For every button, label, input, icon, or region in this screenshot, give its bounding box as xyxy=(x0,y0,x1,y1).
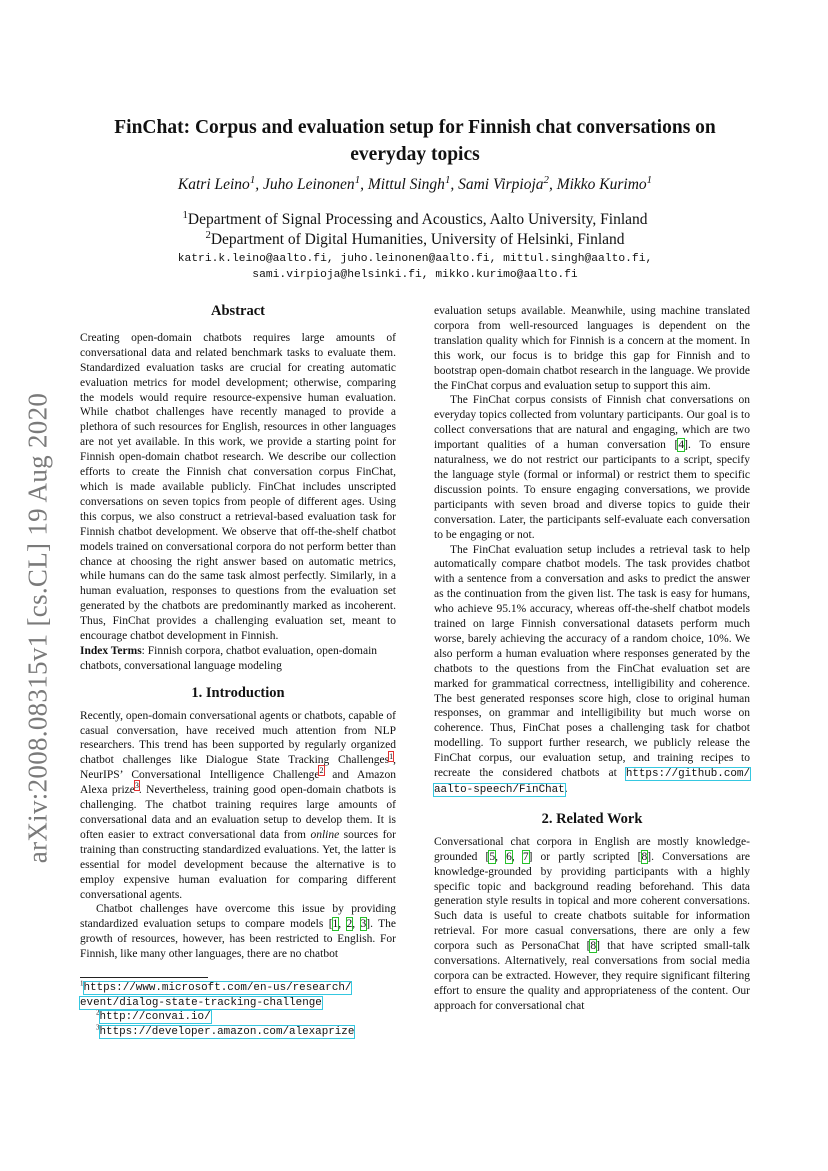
repo-link[interactable]: aalto-speech/FinChat xyxy=(434,784,565,796)
footnote-link[interactable]: https://www.microsoft.com/en-us/research/ xyxy=(83,982,352,994)
footnote-ref-2[interactable]: 2 xyxy=(319,766,324,776)
footnote-ref-3[interactable]: 3 xyxy=(134,781,139,791)
citation-link[interactable]: 3 xyxy=(360,918,367,931)
citation-link[interactable]: 1 xyxy=(332,918,339,931)
email-line: katri.k.leino@aalto.fi, juho.leinonen@aalto.fi, mittul.singh@aalto.fi, xyxy=(177,253,653,265)
body-text: . xyxy=(564,783,568,795)
intro-paragraph-1 xyxy=(80,709,396,903)
citation-link[interactable]: 2 xyxy=(346,918,353,931)
index-terms-text: : Finnish corpora, chatbot evaluation, open-domain chatbots, conversational language modeling xyxy=(80,644,378,672)
footnotes xyxy=(80,981,400,1039)
body-text: . To ensure naturalness, we do not restrict our participants to a script, specify the language style (formal or informal) or restrict them to specific discussion points. To ensure engaging conversations, we provide participants with seven broad and diverse topics to guide their conversation. Later, the participants self-evaluate each conversation to be engaging or not. xyxy=(434,439,751,541)
footnote-link[interactable]: http://convai.io/ xyxy=(99,1011,211,1024)
author-name: Juho Leinonen xyxy=(262,176,355,193)
citation-link[interactable]: 6 xyxy=(506,850,512,863)
author-affiliation-mark: 1 xyxy=(646,173,653,186)
citation-link[interactable]: 4 xyxy=(678,439,685,452)
abstract-heading: Abstract xyxy=(211,303,265,319)
author-affiliation-mark: 1 xyxy=(444,173,451,186)
citation-link[interactable]: 8 xyxy=(590,940,597,953)
body-paragraph xyxy=(434,543,750,798)
affiliation-number: 1 xyxy=(182,208,188,221)
affiliation-text: Department of Digital Humanities, University of Helsinki, Finland xyxy=(210,231,625,248)
intro-text: . Nevertheless, training good open-domain chatbots is challenging. The chatbot training requires large amounts of conversational data and an evaluation setup to develop them. It is often easier to extract conversational data from xyxy=(80,784,396,841)
author-list: Katri Leino$^1$, Juho Leinonen$^1$, Mittul Singh$^1$, Sami Virpioja$^2$, Mikko Kurimo$^1$ xyxy=(177,173,653,193)
related-work-heading: 2. Related Work xyxy=(541,810,643,827)
abstract-text: Creating open-domain chatbots requires large amounts of conversational data and related benchmark tasks to evaluate them. Standardized evaluation tasks are crucial for creating automatic evaluation metrics for model development; otherwise, comparing the models would require resource-expensive human evaluation. While chatbot challenges have recently managed to provide a plethora of such resources for English, resources in other languages are not yet available. In this work, we provide a starting point for Finnish open-domain chatbot research. We describe our collection efforts to create the Finnish chat conversation corpus FinChat, which is made available publicly. FinChat includes unscripted conversations on seven topics from people of different ages. Using this corpus, we also construct a retrieval-based evaluation task for Finnish chatbot development. We observe that off-the-shelf chatbot models trained on conversational corpora do not perform better than chance at choosing the right answer based on automatic metrics, while humans can do the same task almost perfectly. Similarly, in a human evaluation, responses to questions from the evaluation set generated by the chatbots are predominantly marked as incoherent. Thus, FinChat provides a challenging evaluation set, meant to encourage chatbot development in Finnish. xyxy=(80,331,396,643)
footnote-number: 3 xyxy=(96,1023,100,1032)
paper-title: FinChat: Corpus and evaluation setup for Finnish chat conversations on everyday topics xyxy=(114,117,716,165)
intro-text: Recently, open-domain conversational agents or chatbots, capable of casual conversation, have received much attention from NLP researchers. This trend has been supported by regularly organized chatbot challenges like Dialogue State Tracking Challenges xyxy=(80,709,396,767)
body-text: that have scripted small-talk conversations. Alternatively, real conversations from social media corpora can be extracted. However, they require significant filtering effort to ensure the quality and appropriateness of the content. Our approach for conversational chat xyxy=(434,940,750,1012)
email-line: sami.virpioja@helsinki.fi, mikko.kurimo@aalto.fi xyxy=(252,268,578,281)
citation-link[interactable]: 5 xyxy=(489,850,496,863)
intro-text: Chatbot challenges have overcome this issue by providing standardized evaluation setups to compare models xyxy=(80,903,396,931)
footnote-number: 1 xyxy=(80,979,84,988)
footnote-1 xyxy=(80,981,400,996)
author-name: Mittul Singh xyxy=(367,176,445,193)
affiliation-line xyxy=(80,230,750,250)
body-text: or partly scripted xyxy=(532,850,638,863)
body-text: The FinChat corpus consists of Finnish chat conversations on everyday topics collected from voluntary participants. Our goal is to collect conversations that are natural and engaging, which are two important qualities of a human conversation xyxy=(434,394,750,452)
footnote-ref-1[interactable]: 1 xyxy=(389,751,394,761)
citation-link[interactable]: 7 xyxy=(522,850,529,863)
body-paragraph: evaluation setups available. Meanwhile, using machine translated corpora from well-resourced languages is dependent on the translation quality which for Finnish is a concern at the moment. In this work, our focus is to bridge this gap for Finnish and to bootstrap open-domain chatbot research in the language. We provide the FinChat corpus and evaluation setup to support this aim. xyxy=(434,305,750,392)
author-affiliation-mark: 2 xyxy=(543,173,549,186)
intro-text: sources for training than constructing standardized evaluations. Yet, the latter is essential for model development because the alternative is to employ expensive human evaluation for comparing different conversational agents. xyxy=(80,828,396,901)
left-column xyxy=(80,304,396,962)
intro-text: , NeurIPS’ Conversational Intelligence Challenge xyxy=(80,754,396,782)
repo-link[interactable]: https://github.com/ xyxy=(625,768,750,781)
arxiv-id-text: arXiv:2008.08315v1 [cs.CL] 19 Aug 2020 xyxy=(22,392,53,864)
body-text: Conversational chat corpora in English are mostly knowledge-grounded xyxy=(434,835,750,863)
related-work-paragraph: Conversational chat corpora in English are mostly knowledge-grounded [5, 6, 7] or partly scripted [8]. Conversations are knowledge-grounded by providing participants with a highly specific topic and background reading beforehand. This data generation style results in topical and more coherent conversations. Such data is useful to create chatbots suitable for information retrieval. For more casual conversations, there are only a few corpora such as PersonaChat [8] that have scripted small-talk conversations. Alternatively, real conversations from social media corpora can be extracted. However, they require significant filtering effort to ensure the quality and appropriateness of the content. Our approach for conversational chat xyxy=(434,835,751,1012)
affiliation-line xyxy=(80,210,750,230)
footnote-1-cont xyxy=(80,996,400,1011)
intro-emphasis: online xyxy=(310,828,340,841)
author-affiliation-mark: 1 xyxy=(249,173,256,186)
intro-text: . The growth of resources, however, has been restricted to English. For Finnish, like many other languages, there are no chatbot xyxy=(80,918,397,961)
author-emails xyxy=(80,252,750,283)
arxiv-identifier xyxy=(22,358,54,898)
author-name: Mikko Kurimo xyxy=(556,176,647,193)
footnote-3 xyxy=(80,1025,400,1040)
body-paragraph: The FinChat corpus consists of Finnish chat conversations on everyday topics collected from voluntary participants. Our goal is to collect conversations that are natural and engaging, which are two important qualities of a human conversation [4]. To ensure naturalness, we do not restrict our participants to a script, specify the language style (formal or informal) or restrict them to specific discussion points. To ensure engaging conversations, we provide participants with seven broad and diverse topics to guide their conversation. Later, the participants self-evaluate each conversation to be engaging or not. xyxy=(434,394,751,541)
citation-link[interactable]: 8 xyxy=(641,850,648,863)
introduction-heading: 1. Introduction xyxy=(191,684,285,701)
body-text: The FinChat evaluation setup includes a retrieval task to help automatically compare chatbot models. The task provides chatbot with a sentence from a conversation and asks to predict the answer as the continuation from the given list. The task is easy for humans, who achieve 95.1% accuracy, whereas off-the-shelf chatbot models trained on large Finnish conversational datasets perform much worse, barely achieving the accuracy of a random choice, 10%. We also perform a human evaluation where responses generated by the chatbots to the questions from the FinChat evaluation set are marked for grammatical correctness, intelligibility and coherence. The best generated responses score high, close to original human responses, on grammar and intelligibility but much worse on coherence. Thus, FinChat poses a challenging task for chatbot modelling. To support further research, we publicly release the FinChat corpus, our evaluation setup, and training recipes to recreate the considered chatbots at xyxy=(434,543,750,780)
footnote-number: 2 xyxy=(96,1008,100,1017)
author-name: Katri Leino xyxy=(177,176,250,193)
body-text: . Conversations are knowledge-grounded by providing participants with a highly specific topic and background reading beforehand. This data generation style results in topical and more coherent conversations. Such data is useful to create chatbots suitable for information retrieval. For more casual conversations, there are only a few corpora such as PersonaChat xyxy=(434,850,751,953)
author-name: Sami Virpioja xyxy=(458,176,544,193)
intro-paragraph-2: Chatbot challenges have overcome this issue by providing standardized evaluation setups to compare models [1, 2, 3]. The growth of resources, however, has been restricted to English. For Finnish, like many other languages, there are no chatbot xyxy=(80,903,397,961)
affiliation-text: Department of Signal Processing and Acoustics, Aalto University, Finland xyxy=(187,211,648,228)
right-column xyxy=(434,304,750,1014)
affiliation-number: 2 xyxy=(205,228,211,241)
affiliations xyxy=(80,210,750,250)
footnote-link[interactable]: event/dialog-state-tracking-challenge xyxy=(80,996,322,1009)
author-affiliation-mark: 1 xyxy=(354,173,361,186)
footnote-link[interactable]: https://developer.amazon.com/alexaprize xyxy=(99,1025,355,1038)
index-terms xyxy=(80,644,396,674)
footnote-2 xyxy=(80,1010,400,1025)
intro-text: and Amazon Alexa prize xyxy=(80,769,396,797)
footnote-rule xyxy=(80,977,208,978)
index-terms-label: Index Terms xyxy=(80,644,142,657)
